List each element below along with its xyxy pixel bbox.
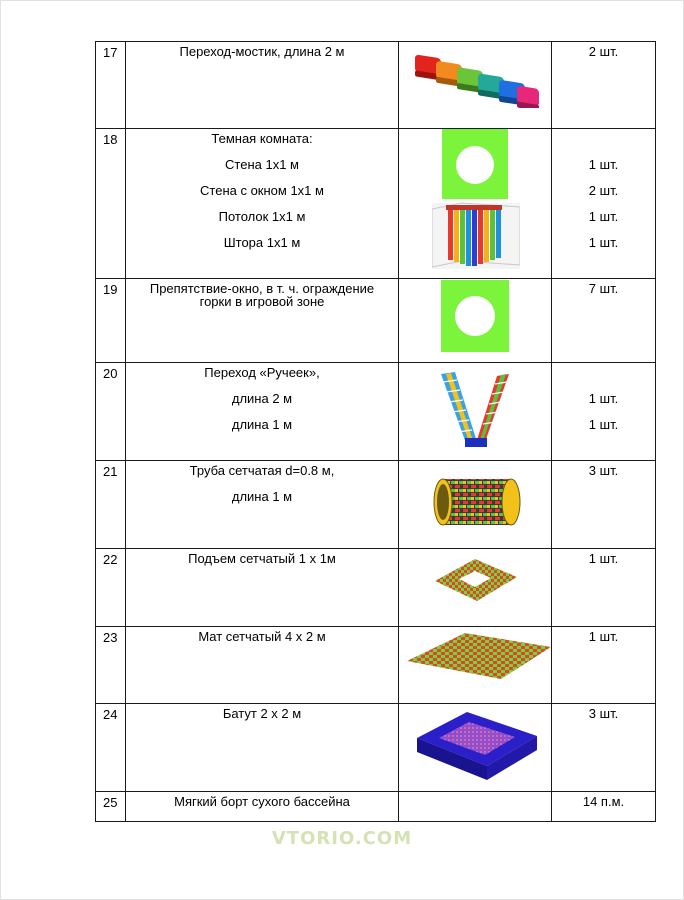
item-name: Труба сетчатая d=0.8 м, длина 1 м (126, 461, 399, 549)
item-name: Препятствие-окно, в т. ч. ограждение горки в игровой зоне (126, 279, 399, 363)
mesh-tube-icon (431, 469, 523, 535)
item-quantity: 14 п.м. (552, 792, 656, 822)
row-number: 23 (96, 627, 126, 704)
equipment-table (95, 41, 656, 822)
item-image (399, 461, 552, 549)
item-name: Батут 2 х 2 м (126, 704, 399, 792)
item-image (399, 42, 552, 129)
item-quantity: 1 шт. (552, 549, 656, 627)
table-row (96, 627, 656, 704)
bridge-pads-icon (413, 46, 541, 108)
row-number: 17 (96, 42, 126, 129)
table-row (96, 549, 656, 627)
trampoline-icon (415, 710, 539, 782)
mesh-lift-icon (425, 555, 525, 605)
item-image (399, 279, 552, 363)
table-row (96, 704, 656, 792)
item-name: Мягкий борт сухого бассейна (126, 792, 399, 822)
mesh-mat-icon (405, 631, 553, 683)
item-image (399, 792, 552, 822)
item-name: Переход-мостик, длина 2 м (126, 42, 399, 129)
table-row (96, 129, 656, 279)
item-name: Мат сетчатый 4 х 2 м (126, 627, 399, 704)
item-name: Переход «Ручеек», длина 2 м длина 1 м (126, 363, 399, 461)
stream-ladder-icon (437, 372, 517, 452)
table-row (96, 792, 656, 822)
item-quantity: 7 шт. (552, 279, 656, 363)
window-panel-icon (441, 280, 509, 352)
item-name: Подъем сетчатый 1 х 1м (126, 549, 399, 627)
row-number: 24 (96, 704, 126, 792)
table-row (96, 279, 656, 363)
item-quantity: 2 шт. (552, 42, 656, 129)
row-number: 25 (96, 792, 126, 822)
item-image (399, 704, 552, 792)
item-image (399, 627, 552, 704)
item-quantity: 3 шт. (552, 461, 656, 549)
item-image (399, 129, 552, 279)
row-number: 21 (96, 461, 126, 549)
item-quantity: 1 шт. 2 шт. 1 шт. 1 шт. (552, 129, 656, 279)
item-name: Темная комната: Стена 1х1 м Стена с окном 1х1 м Потолок 1х1 м Штора 1х1 м (126, 129, 399, 279)
table-row (96, 363, 656, 461)
row-number: 20 (96, 363, 126, 461)
item-quantity: 3 шт. (552, 704, 656, 792)
curtain-icon (432, 201, 520, 271)
item-quantity: 1 шт. 1 шт. (552, 363, 656, 461)
wall-window-icon (442, 129, 508, 199)
row-number: 18 (96, 129, 126, 279)
item-image (399, 363, 552, 461)
table-row (96, 461, 656, 549)
row-number: 19 (96, 279, 126, 363)
row-number: 22 (96, 549, 126, 627)
item-image (399, 549, 552, 627)
item-quantity: 1 шт. (552, 627, 656, 704)
watermark: VTORIO.COM (271, 828, 413, 849)
table-row (96, 42, 656, 129)
